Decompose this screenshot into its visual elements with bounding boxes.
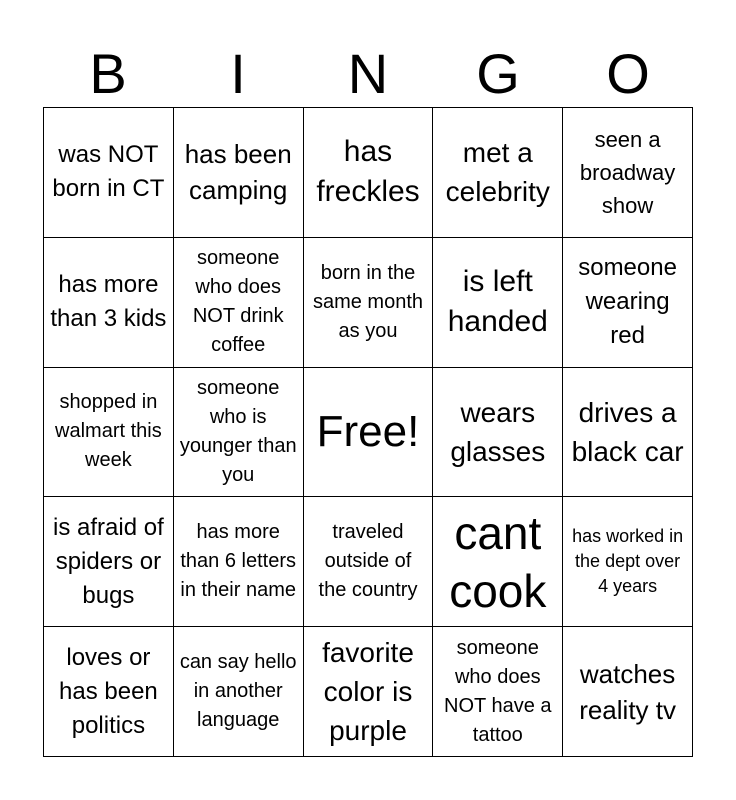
bingo-cell[interactable]: [44, 238, 174, 368]
bingo-cell[interactable]: [304, 627, 434, 757]
bingo-cell[interactable]: [174, 368, 304, 498]
cell-text: wears glasses: [450, 396, 546, 467]
cell-text: someone who does NOT drink coffee: [192, 247, 284, 357]
cell-text: someone who is younger than you: [179, 376, 297, 486]
bingo-cell[interactable]: [44, 108, 174, 238]
cell-text: has freckles: [316, 135, 420, 209]
bingo-cell[interactable]: [174, 238, 304, 368]
cell-text: was NOT born in CT: [52, 141, 165, 203]
bingo-cell[interactable]: [433, 108, 563, 238]
bingo-cell[interactable]: [304, 497, 434, 627]
bingo-cell[interactable]: [563, 627, 693, 757]
cell-text: watches reality tv: [579, 658, 676, 725]
cell-text: can say hello in another language: [179, 651, 297, 732]
cell-text: has worked in the dept over 4 years: [572, 526, 684, 597]
bingo-board: [43, 107, 693, 757]
bingo-cell[interactable]: [433, 368, 563, 498]
cell-text: someone who does NOT have a tattoo: [444, 636, 552, 746]
header-letter-o: O: [606, 42, 650, 105]
bingo-cell[interactable]: [174, 497, 304, 627]
bingo-cell[interactable]: [563, 238, 693, 368]
cell-text: has more than 6 letters in their name: [180, 521, 296, 602]
bingo-cell[interactable]: [563, 497, 693, 627]
header-letter-g: G: [476, 42, 520, 105]
header-letter-b: B: [89, 42, 127, 105]
cell-text: met a celebrity: [445, 137, 550, 208]
cell-text: born in the same month as you: [312, 261, 424, 342]
bingo-cell[interactable]: [304, 238, 434, 368]
cell-text: is afraid of spiders or bugs: [53, 513, 164, 609]
bingo-cell[interactable]: [174, 627, 304, 757]
bingo-cell[interactable]: [433, 238, 563, 368]
bingo-cell[interactable]: [44, 368, 174, 498]
cell-text: is left handed: [447, 265, 548, 339]
cell-text: has been camping: [184, 139, 292, 206]
cell-text: traveled outside of the country: [318, 521, 418, 602]
cell-text: loves or has been politics: [59, 643, 158, 739]
header-letter-i: I: [230, 42, 246, 105]
bingo-cell[interactable]: [563, 368, 693, 498]
cell-text: seen a broadway show: [579, 126, 676, 218]
cell-text: cant cook: [449, 506, 547, 617]
bingo-cell[interactable]: [174, 108, 304, 238]
bingo-cell[interactable]: [563, 108, 693, 238]
header-letter-n: N: [347, 42, 389, 105]
cell-text: shopped in walmart this week: [55, 391, 162, 472]
free-space-text: Free!: [316, 406, 420, 456]
cell-text: drives a black car: [571, 396, 684, 467]
bingo-header: [43, 40, 693, 108]
bingo-cell[interactable]: [44, 497, 174, 627]
cell-text: someone wearing red: [578, 254, 677, 350]
bingo-cell[interactable]: [304, 108, 434, 238]
free-space-cell[interactable]: [304, 368, 434, 498]
cell-text: favorite color is purple: [322, 637, 414, 747]
cell-text: has more than 3 kids: [50, 271, 167, 333]
bingo-cell[interactable]: [433, 497, 563, 627]
bingo-cell[interactable]: [44, 627, 174, 757]
bingo-cell[interactable]: [433, 627, 563, 757]
